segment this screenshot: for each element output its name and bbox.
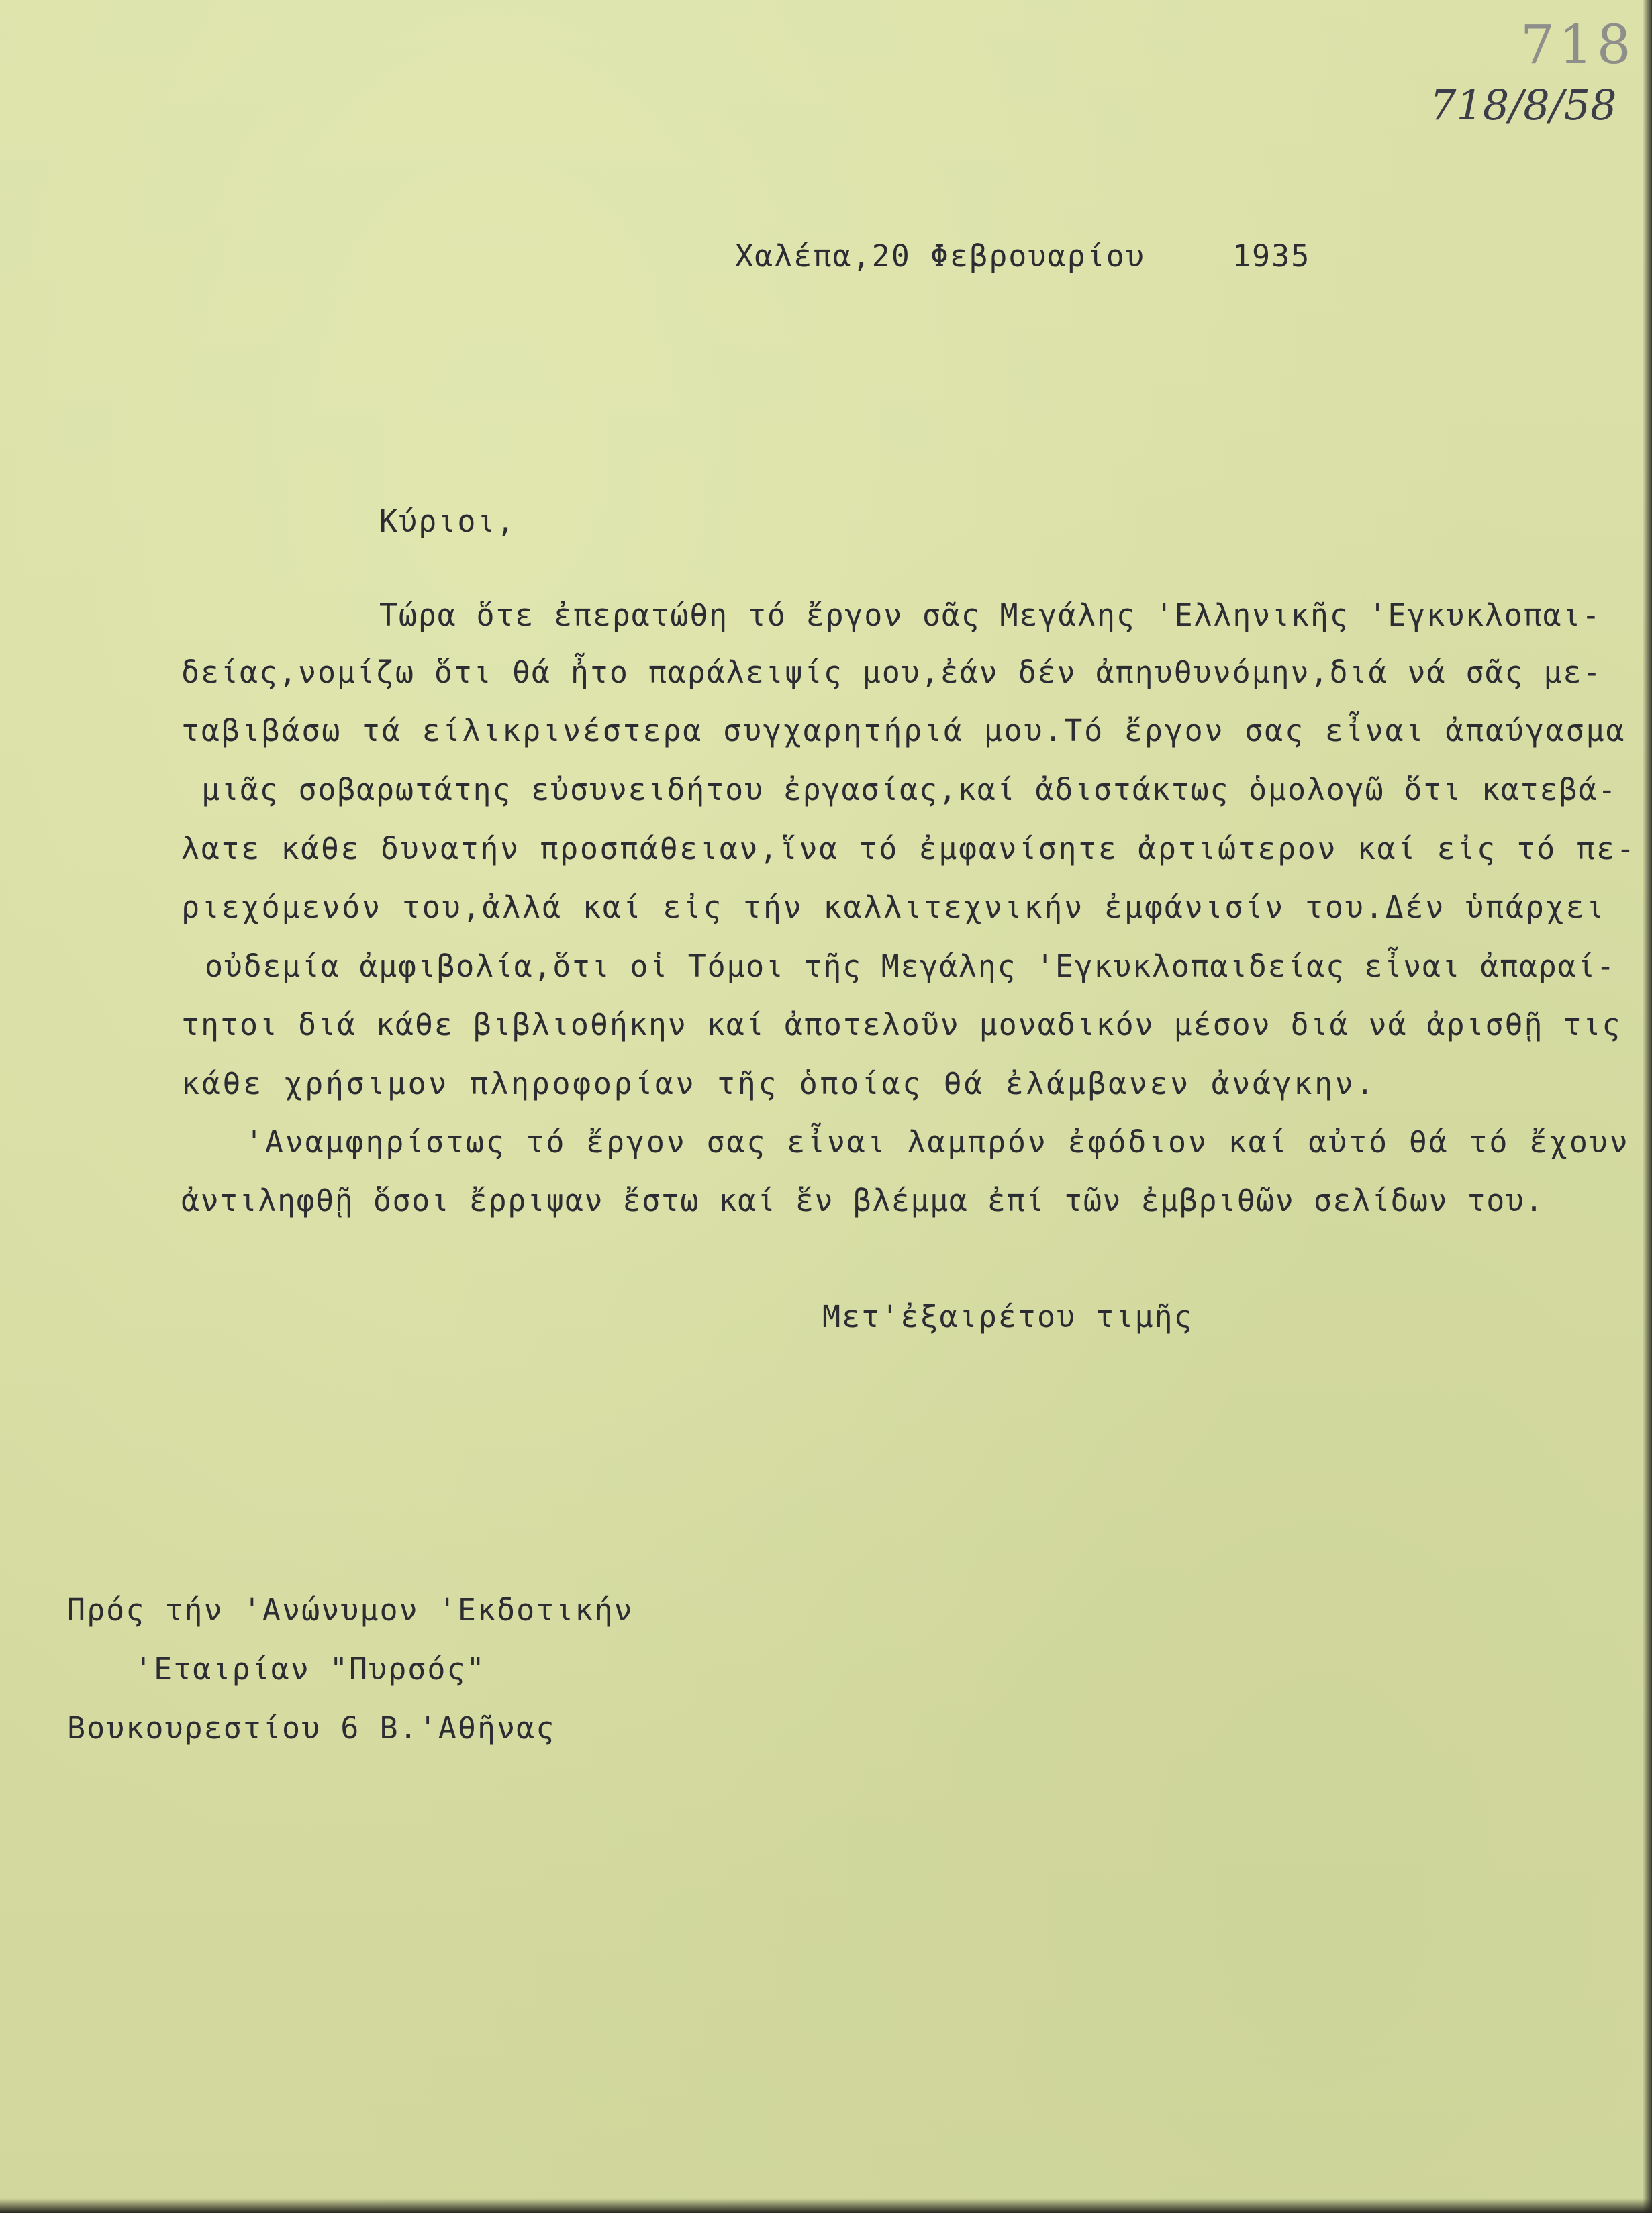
- body-line: οὐδεμία ἀμφιβολία,ὅτι οἱ Τόμοι τῆς Μεγάλης 'Εγκυκλοπαιδείας εἶναι ἀπαραί-: [205, 948, 1616, 984]
- letter-date-line: [735, 238, 1310, 274]
- date-year: 1935: [1232, 238, 1311, 274]
- recipient-address-line: 'Εταιρίαν "Πυρσός": [134, 1651, 486, 1687]
- body-line: λατε κάθε δυνατήν προσπάθειαν,ἵνα τό ἐμφανίσητε ἀρτιώτερον καί εἰς τό πε-: [181, 831, 1637, 867]
- scan-edge-bottom: [0, 2198, 1652, 2213]
- salutation: Κύριοι,: [379, 503, 516, 539]
- recipient-address-line: Βουκουρεστίου 6 Β.'Αθῆνας: [67, 1710, 556, 1746]
- body-line: μιᾶς σοβαρωτάτης εὐσυνειδήτου ἐργασίας,καί ἀδιστάκτως ὁμολογῶ ὅτι κατεβά-: [201, 772, 1618, 807]
- body-line: Τώρα ὅτε ἐπερατώθη τό ἔργον σᾶς Μεγάλης 'Ελληνικῆς 'Εγκυκλοπαι-: [379, 597, 1602, 633]
- body-line: ἀντιληφθῇ ὅσοι ἔρριψαν ἔστω καί ἕν βλέμμα ἐπί τῶν ἐμβριθῶν σελίδων του.: [181, 1183, 1545, 1218]
- recipient-address-line: Πρός τήν 'Ανώνυμον 'Εκδοτικήν: [67, 1592, 634, 1628]
- body-line: ταβιβάσω τά είλικρινέστερα συγχαρητήριά μου.Τό ἔργον σας εἶναι ἀπαύγασμα: [181, 713, 1626, 748]
- body-line: 'Αναμφηρίστως τό ἔργον σας εἶναι λαμπρόν ἐφόδιον καί αὐτό θά τό ἔχουν: [245, 1124, 1630, 1160]
- closing: Μετ'ἐξαιρέτου τιμῆς: [822, 1299, 1194, 1334]
- archive-number-note: 718: [1520, 13, 1635, 76]
- archive-date-note: 718/8/58: [1430, 81, 1617, 130]
- body-line: δείας,νομίζω ὅτι θά ἦτο παράλειψίς μου,ἐάν δέν ἀπηυθυνόμην,διά νά σᾶς με-: [181, 654, 1602, 690]
- body-line: κάθε χρήσιμον πληροφορίαν τῆς ὁποίας θά ἐλάμβανεν ἀνάγκην.: [181, 1066, 1377, 1101]
- body-line: τητοι διά κάθε βιβλιοθήκην καί ἀποτελοῦν μοναδικόν μέσον διά νά ἀρισθῇ τις: [181, 1007, 1622, 1042]
- body-line: ριεχόμενόν του,ἀλλά καί εἰς τήν καλλιτεχνικήν ἐμφάνισίν του.Δέν ὑπάρχει: [181, 889, 1606, 925]
- date-place: Χαλέπα,20 Φεβρουαρίου: [735, 238, 1145, 274]
- scan-edge-right: [1643, 0, 1652, 2213]
